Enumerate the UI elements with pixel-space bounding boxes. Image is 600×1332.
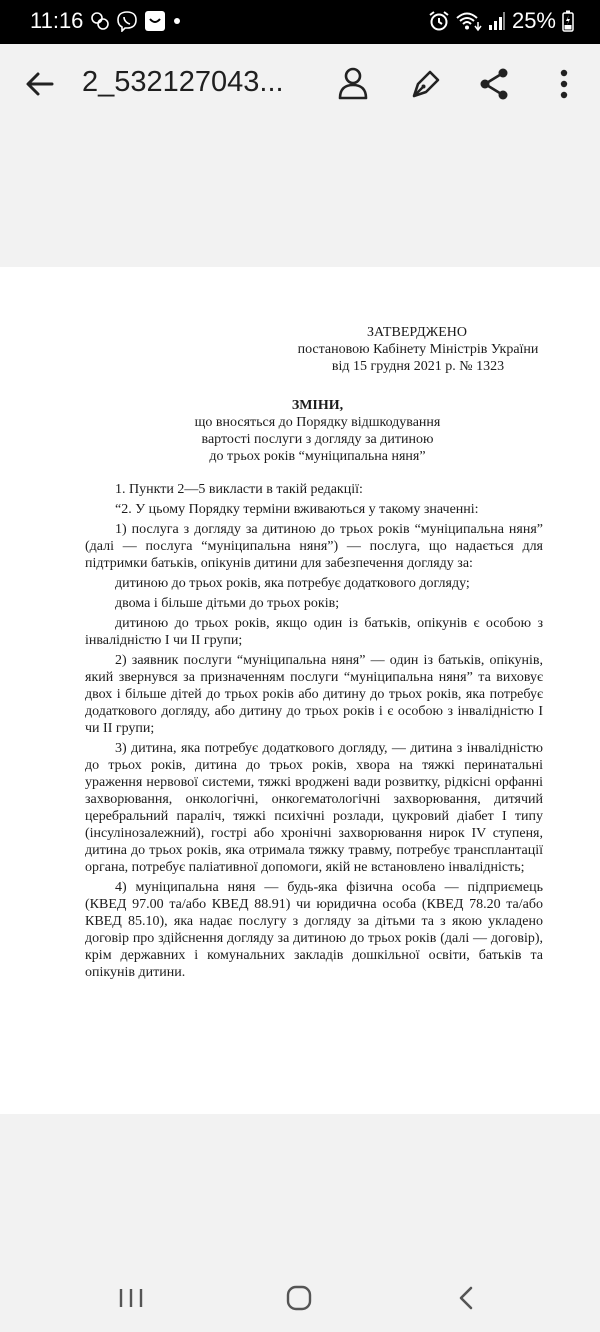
paragraph: 2) заявник послуги “муніципальна няня” — один із батьків, опікунів, який звернувся за призначенням послуги “муніципальна няня” та виховує двох і більше дітей до трьох років або дитину до трьох років, яка потребує додаткового догляду, або дитину до трьох років і є особою з інвалідністю I чи II групи; [85,653,543,736]
dot-icon [172,16,182,26]
recent-apps-icon[interactable] [113,1283,149,1313]
wifi-calling-icon [456,10,482,32]
document-page [0,267,600,1114]
system-status [428,8,574,34]
status-time: 11:16 [30,8,84,33]
document-heading [155,397,480,465]
app-bar [0,44,600,121]
heading-line-3: до трьох років “муніципальна няня” [209,449,426,464]
paragraph: “2. У цьому Порядку терміни вживаються у такому значенні: [115,502,479,517]
battery-percent: 25% [511,8,556,33]
messages-icon [144,10,166,32]
notification-icons [90,10,182,32]
share-icon[interactable] [474,64,514,104]
document-body [85,481,543,984]
home-icon[interactable] [281,1283,317,1313]
more-options-icon[interactable] [544,64,584,104]
heading-title: ЗМІНИ, [291,398,344,413]
navigation-bar [0,1263,600,1332]
paragraph: двома і більше дітьми до трьох років; [115,596,340,611]
heading-line-2: вартості послуги з догляду за дитиною [201,432,434,447]
approval-word: ЗАТВЕРДЖЕНО [367,325,467,340]
paragraph: 1. Пункти 2—5 викласти в такій редакції: [115,482,363,497]
battery-charging-icon [562,10,574,32]
paragraph: дитиною до трьох років, якщо один із батьків, опікунів є особою з інвалідністю I чи II групи; [85,616,543,648]
sign-pen-icon[interactable] [404,64,444,104]
document-title: 2_532127043... [82,66,284,98]
paragraph: 4) муніципальна няня — будь-яка фізична особа — підприємець (КВЕД 97.00 та/або КВЕД 88.91) чи юридична особа (КВЕД 78.20 та/або КВЕД 85.10), яка надає послугу з догляду за дітьми та з якою укладено договір про здійснення догляду за дитиною до трьох років (далі — договір), крім державних і комунальних закладів дошкільної освіти, батьків та опікунів дитини. [85,880,543,980]
back-arrow-icon[interactable] [22,66,58,102]
signal-icon [488,11,506,31]
approval-line-2: від 15 грудня 2021 р. № 1323 [331,359,505,374]
paragraph: 3) дитина, яка потребує додаткового догляду, — дитина з інвалідністю до трьох років, дитина до трьох років, хвора на тяжкі перинатальні ураження нервової системи, тяжкі вроджені вади розвитку, рідкісні орфанні захворювання, онкологічні, онкогематологічні захворювання, дитячий церебральний параліч, тяжкі психічні розлади, цукровий діабет I типу (інсулінозалежний), гострі або хронічні захворювання нирок IV ступеня, дитина до трьох років, яка отримала тяжку травму, потребує трансплантації органа, потребує паліативної допомоги, якій не встановлено інвалідність; [85,741,543,875]
viber-icon [116,10,138,32]
chat-bubbles-icon [90,11,110,31]
approval-line-1: постановою Кабінету Міністрів України [297,342,539,357]
person-icon[interactable] [333,64,373,104]
approval-block [288,324,548,375]
status-bar [0,0,600,44]
heading-line-1: що вносяться до Порядку відшкодування [194,415,441,430]
alarm-icon [428,10,450,32]
back-icon[interactable] [449,1283,485,1313]
paragraph: 1) послуга з догляду за дитиною до трьох років “муніципальна няня” (далі — послуга “муніципальна няня”) — послуга, що надається для підтримки батьків, опікунів дитини для забезпечення догляду за: [85,522,543,571]
paragraph: дитиною до трьох років, яка потребує додаткового догляду; [115,576,470,591]
